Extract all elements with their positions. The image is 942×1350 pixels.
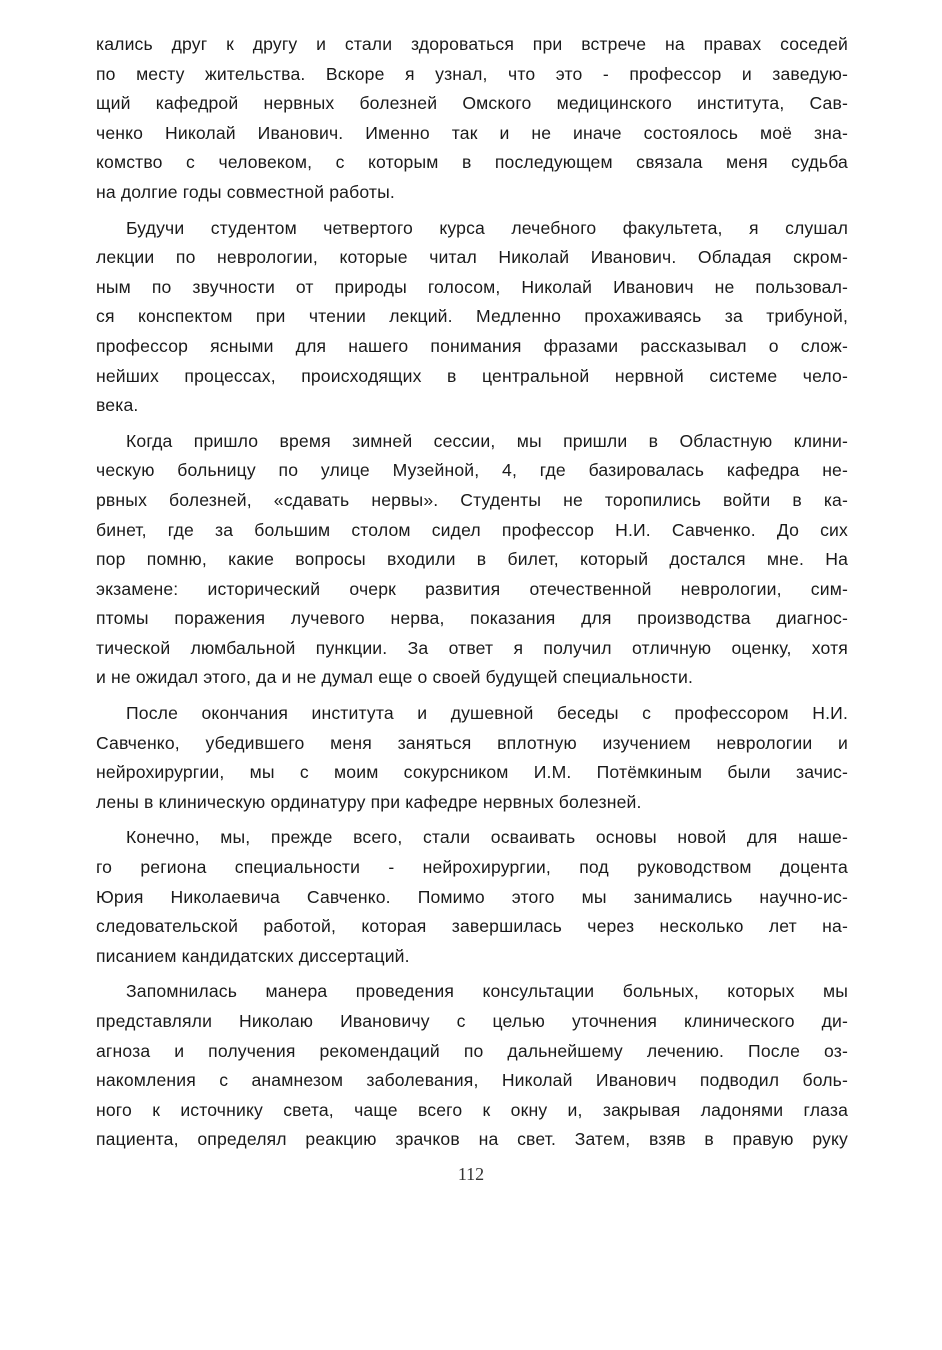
text-line: Юрия Николаевича Савченко. Помимо этого мы занимались научно-ис- [96,886,848,907]
text-line: по месту жительства. Вскоре я узнал, что это - профессор и заведую- [96,63,848,84]
text-line: рвных болезней, «сдавать нервы». Студенты не торопились войти в ка- [96,489,848,510]
text-line: ческую больницу по улице Музейной, 4, где базировалась кафедра не- [96,460,848,481]
text-line: агноза и получения рекомендаций по дальнейшему лечению. После оз- [96,1040,848,1061]
text-line: экзамене: исторический очерк развития отечественной неврологии, сим- [96,578,848,599]
text-line: века. [96,395,139,416]
text-line: Когда пришло время зимней сессии, мы пришли в Областную клини- [126,430,848,451]
text-line: Конечно, мы, прежде всего, стали осваивать основы новой для наше- [126,827,848,848]
page-number: 112 [457,1164,485,1184]
text-line: пациента, определял реакцию зрачков на свет. Затем, взяв в правую руку [96,1129,848,1150]
text-line: Будучи студентом четвертого курса лечебного факультета, я слушал [126,217,848,238]
text-line: следовательской работой, которая завершилась через несколько лет на- [96,916,848,937]
text-line: писанием кандидатских диссертаций. [96,945,410,966]
text-line: лекции по неврологии, которые читал Николай Иванович. Обладая скром- [96,247,848,268]
text-line: и не ожидал этого, да и не думал еще о своей будущей специальности. [96,667,693,688]
text-line: нейших процессах, происходящих в центральной нервной системе чело- [96,365,848,386]
text-line: ного к источнику света, чаще всего к окну и, закрывая ладонями глаза [96,1099,848,1120]
text-line: птомы поражения лучевого нерва, показания для производства диагнос- [96,608,848,629]
text-line: тической люмбальной пункции. За ответ я получил отличную оценку, хотя [96,637,848,658]
text-line: ченко Николай Иванович. Именно так и не иначе состоялось моё зна- [96,122,848,143]
text-line: на долгие годы совместной работы. [96,181,395,202]
text-line: Запомнилась манера проведения консультации больных, которых мы [126,981,848,1002]
text-line: пор помню, какие вопросы входили в билет, который достался мне. На [96,549,848,570]
text-line: ся конспектом при чтении лекций. Медленно прохаживаясь за трибуной, [96,306,848,327]
text-line: бинет, где за большим столом сидел профессор Н.И. Савченко. До сих [96,519,848,540]
text-line: представляли Николаю Ивановичу с целью уточнения клинического ди- [96,1011,848,1031]
text-line: накомления с анамнезом заболевания, Николай Иванович подводил боль- [96,1070,848,1091]
text-line: лены в клиническую ординатуру при кафедре нервных болезней. [96,791,642,812]
document-page [96,30,848,1155]
text-line: комство с человеком, с которым в последующем связала меня судьба [96,152,848,173]
text-line: нейрохирургии, мы с моим сокурсником И.М. Потёмкиным были зачис- [96,762,848,783]
text-line: кались друг к другу и стали здороваться при встрече на правах соседей [96,34,848,54]
text-line: Савченко, убедившего меня заняться вплотную изучением неврологии и [96,732,848,753]
text-line: го региона специальности - нейрохирургии, под руководством доцента [96,857,848,878]
text-line: профессор ясными для нашего понимания фразами рассказывал о слож- [96,335,848,356]
text-line: ным по звучности от природы голосом, Николай Иванович не пользовал- [96,276,848,297]
text-line: После окончания института и душевной беседы с профессором Н.И. [126,703,848,724]
text-line: щий кафедрой нервных болезней Омского медицинского института, Сав- [96,93,848,114]
